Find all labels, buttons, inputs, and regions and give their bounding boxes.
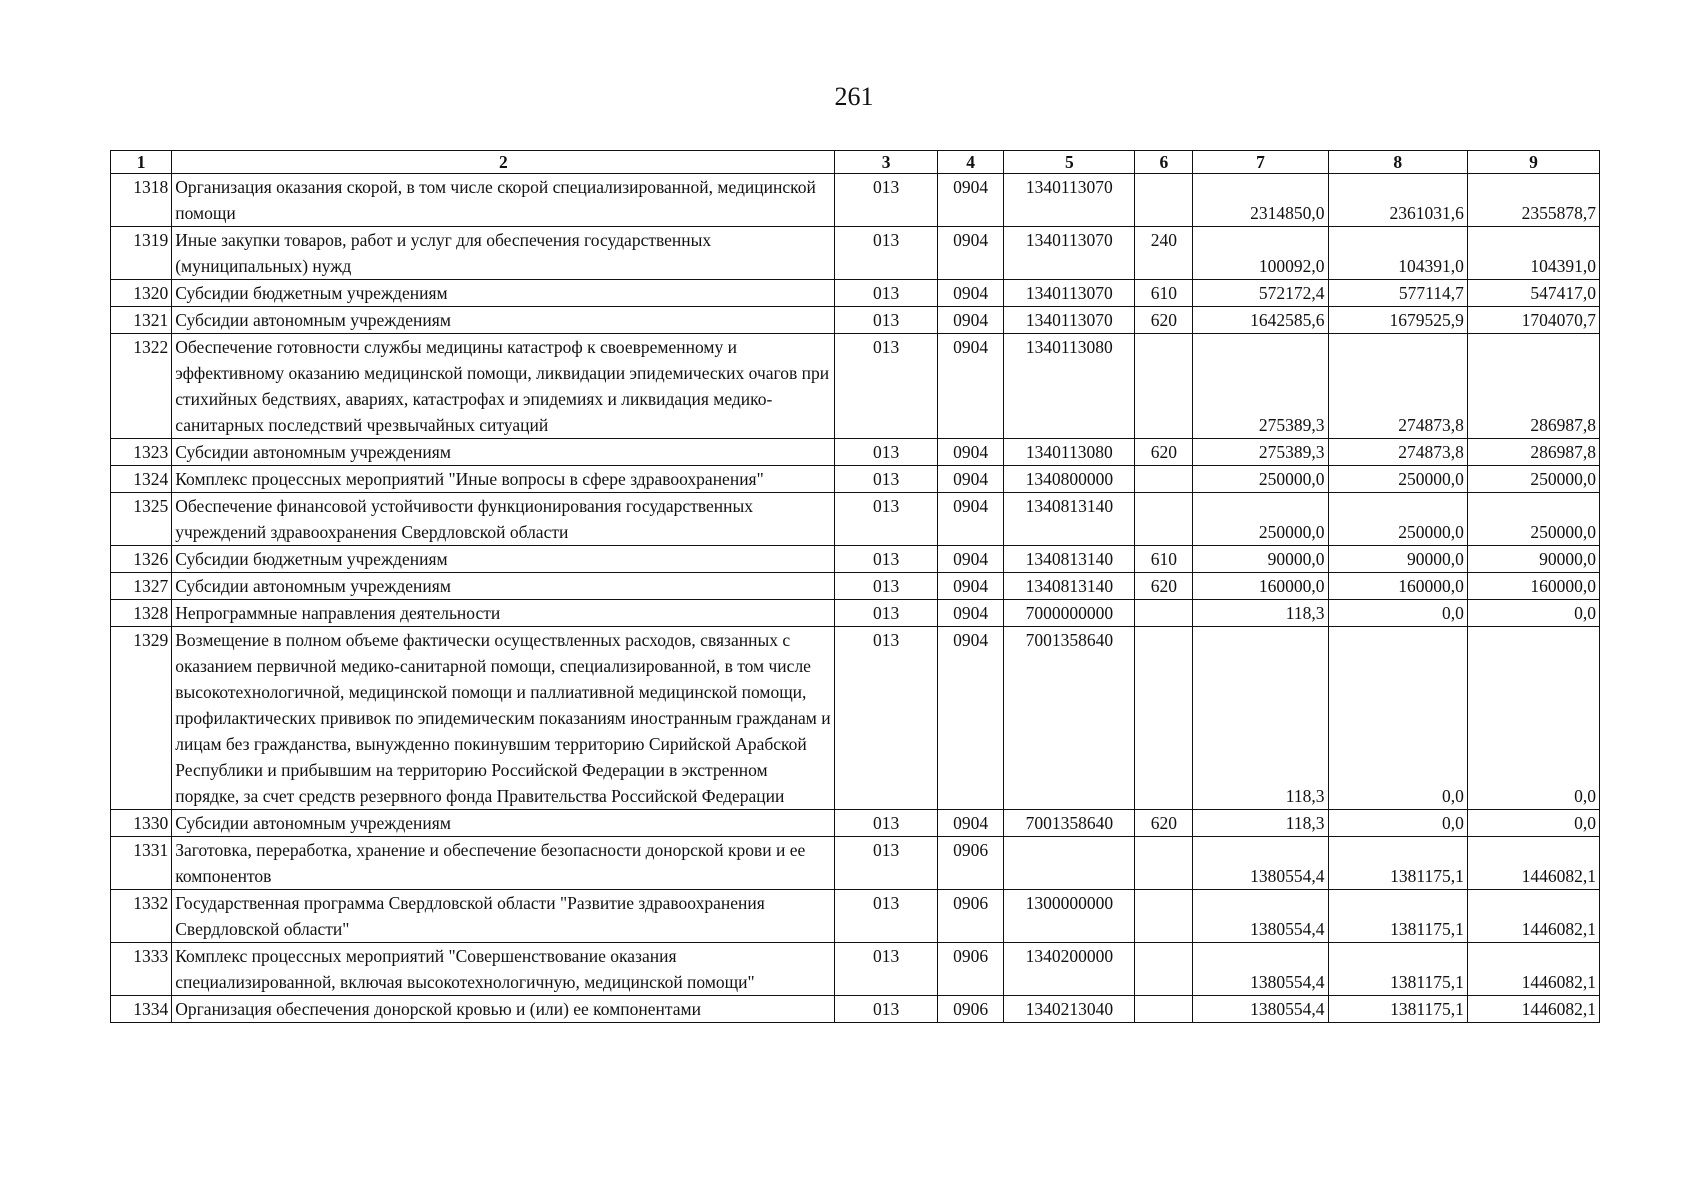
amount-col8: 274873,8 bbox=[1328, 439, 1467, 466]
row-number: 1332 bbox=[111, 890, 172, 943]
target-article-code: 1340200000 bbox=[1004, 943, 1135, 996]
target-article-code: 1340113080 bbox=[1004, 334, 1135, 439]
ministry-code: 013 bbox=[835, 493, 937, 546]
target-article-code: 1340813140 bbox=[1004, 493, 1135, 546]
ministry-code: 013 bbox=[835, 890, 937, 943]
amount-col8: 1381175,1 bbox=[1328, 943, 1467, 996]
amount-col7: 275389,3 bbox=[1193, 439, 1328, 466]
row-number: 1329 bbox=[111, 627, 172, 810]
column-header: 5 bbox=[1004, 151, 1135, 174]
amount-col7: 118,3 bbox=[1193, 810, 1328, 837]
row-number: 1328 bbox=[111, 600, 172, 627]
row-number: 1331 bbox=[111, 837, 172, 890]
target-article-code: 1340813140 bbox=[1004, 573, 1135, 600]
row-number: 1322 bbox=[111, 334, 172, 439]
row-description: Возмещение в полном объеме фактически осуществленных расходов, связанных с оказанием первичной медико-санитарной помощи, специализированной, в том числе высокотехнологичной, медицинской помощи и паллиативной медицинской помощи, профилактических прививок по эпидемическим показаниям иностранным гражданам и лицам без гражданства, вынужденно покинувшим территорию Сирийской Арабской Республики и прибывшим на территорию Российской Федерации в экстренном порядке, за счет средств резервного фонда Правительства Российской Федерации bbox=[172, 627, 835, 810]
row-description: Государственная программа Свердловской области "Развитие здравоохранения Свердловской области" bbox=[172, 890, 835, 943]
amount-col9: 547417,0 bbox=[1467, 280, 1599, 307]
section-code: 0904 bbox=[937, 600, 1004, 627]
amount-col8: 577114,7 bbox=[1328, 280, 1467, 307]
amount-col7: 118,3 bbox=[1193, 627, 1328, 810]
amount-col8: 2361031,6 bbox=[1328, 174, 1467, 227]
row-description: Комплекс процессных мероприятий "Совершенствование оказания специализированной, включая высокотехнологичную, медицинской помощи" bbox=[172, 943, 835, 996]
expense-type-code bbox=[1135, 943, 1193, 996]
amount-col7: 118,3 bbox=[1193, 600, 1328, 627]
table-row bbox=[111, 573, 1600, 600]
table-row bbox=[111, 627, 1600, 810]
expense-type-code bbox=[1135, 996, 1193, 1023]
row-description: Субсидии бюджетным учреждениям bbox=[172, 546, 835, 573]
section-code: 0906 bbox=[937, 890, 1004, 943]
amount-col7: 90000,0 bbox=[1193, 546, 1328, 573]
row-number: 1320 bbox=[111, 280, 172, 307]
column-header: 4 bbox=[937, 151, 1004, 174]
expense-type-code: 240 bbox=[1135, 227, 1193, 280]
expense-type-code: 620 bbox=[1135, 439, 1193, 466]
row-number: 1319 bbox=[111, 227, 172, 280]
amount-col9: 250000,0 bbox=[1467, 493, 1599, 546]
amount-col8: 160000,0 bbox=[1328, 573, 1467, 600]
table-row bbox=[111, 307, 1600, 334]
target-article-code: 1340800000 bbox=[1004, 466, 1135, 493]
amount-col9: 1446082,1 bbox=[1467, 943, 1599, 996]
header-row bbox=[111, 151, 1600, 174]
column-header: 8 bbox=[1328, 151, 1467, 174]
target-article-code: 1340113080 bbox=[1004, 439, 1135, 466]
section-code: 0904 bbox=[937, 280, 1004, 307]
row-description: Непрограммные направления деятельности bbox=[172, 600, 835, 627]
expense-type-code: 620 bbox=[1135, 573, 1193, 600]
section-code: 0906 bbox=[937, 996, 1004, 1023]
row-number: 1326 bbox=[111, 546, 172, 573]
row-description: Субсидии автономным учреждениям bbox=[172, 439, 835, 466]
amount-col7: 250000,0 bbox=[1193, 466, 1328, 493]
section-code: 0904 bbox=[937, 227, 1004, 280]
amount-col7: 1380554,4 bbox=[1193, 996, 1328, 1023]
section-code: 0904 bbox=[937, 546, 1004, 573]
section-code: 0904 bbox=[937, 174, 1004, 227]
ministry-code: 013 bbox=[835, 546, 937, 573]
amount-col9: 286987,8 bbox=[1467, 334, 1599, 439]
column-header: 6 bbox=[1135, 151, 1193, 174]
target-article-code: 7000000000 bbox=[1004, 600, 1135, 627]
row-number: 1324 bbox=[111, 466, 172, 493]
section-code: 0904 bbox=[937, 466, 1004, 493]
target-article-code: 1340113070 bbox=[1004, 174, 1135, 227]
section-code: 0904 bbox=[937, 627, 1004, 810]
target-article-code: 1340113070 bbox=[1004, 307, 1135, 334]
row-number: 1318 bbox=[111, 174, 172, 227]
row-number: 1327 bbox=[111, 573, 172, 600]
column-header: 9 bbox=[1467, 151, 1599, 174]
target-article-code bbox=[1004, 837, 1135, 890]
table-row bbox=[111, 546, 1600, 573]
column-header: 2 bbox=[172, 151, 835, 174]
amount-col8: 1381175,1 bbox=[1328, 890, 1467, 943]
amount-col7: 275389,3 bbox=[1193, 334, 1328, 439]
expense-type-code bbox=[1135, 600, 1193, 627]
expense-type-code: 610 bbox=[1135, 546, 1193, 573]
row-number: 1323 bbox=[111, 439, 172, 466]
ministry-code: 013 bbox=[835, 573, 937, 600]
expense-type-code bbox=[1135, 837, 1193, 890]
section-code: 0904 bbox=[937, 810, 1004, 837]
amount-col9: 90000,0 bbox=[1467, 546, 1599, 573]
ministry-code: 013 bbox=[835, 627, 937, 810]
row-description: Субсидии бюджетным учреждениям bbox=[172, 280, 835, 307]
amount-col9: 0,0 bbox=[1467, 810, 1599, 837]
ministry-code: 013 bbox=[835, 227, 937, 280]
target-article-code: 1340113070 bbox=[1004, 227, 1135, 280]
amount-col9: 2355878,7 bbox=[1467, 174, 1599, 227]
amount-col9: 1446082,1 bbox=[1467, 996, 1599, 1023]
amount-col7: 2314850,0 bbox=[1193, 174, 1328, 227]
target-article-code: 1340213040 bbox=[1004, 996, 1135, 1023]
amount-col8: 0,0 bbox=[1328, 600, 1467, 627]
section-code: 0906 bbox=[937, 837, 1004, 890]
ministry-code: 013 bbox=[835, 600, 937, 627]
row-number: 1334 bbox=[111, 996, 172, 1023]
amount-col8: 0,0 bbox=[1328, 810, 1467, 837]
amount-col9: 0,0 bbox=[1467, 627, 1599, 810]
ministry-code: 013 bbox=[835, 810, 937, 837]
expense-type-code: 610 bbox=[1135, 280, 1193, 307]
section-code: 0904 bbox=[937, 493, 1004, 546]
table-row bbox=[111, 810, 1600, 837]
amount-col9: 1704070,7 bbox=[1467, 307, 1599, 334]
table-row bbox=[111, 466, 1600, 493]
expense-type-code bbox=[1135, 493, 1193, 546]
column-header: 7 bbox=[1193, 151, 1328, 174]
ministry-code: 013 bbox=[835, 307, 937, 334]
ministry-code: 013 bbox=[835, 943, 937, 996]
amount-col9: 104391,0 bbox=[1467, 227, 1599, 280]
amount-col9: 250000,0 bbox=[1467, 466, 1599, 493]
table-row bbox=[111, 943, 1600, 996]
amount-col8: 250000,0 bbox=[1328, 466, 1467, 493]
table-row bbox=[111, 439, 1600, 466]
expense-type-code bbox=[1135, 334, 1193, 439]
amount-col7: 572172,4 bbox=[1193, 280, 1328, 307]
table-row bbox=[111, 996, 1600, 1023]
expense-type-code bbox=[1135, 466, 1193, 493]
table-row bbox=[111, 174, 1600, 227]
amount-col8: 274873,8 bbox=[1328, 334, 1467, 439]
amount-col7: 1380554,4 bbox=[1193, 890, 1328, 943]
ministry-code: 013 bbox=[835, 280, 937, 307]
table-row bbox=[111, 280, 1600, 307]
row-description: Заготовка, переработка, хранение и обеспечение безопасности донорской крови и ее компонентов bbox=[172, 837, 835, 890]
budget-table bbox=[110, 150, 1600, 1023]
amount-col7: 1380554,4 bbox=[1193, 943, 1328, 996]
table-row bbox=[111, 227, 1600, 280]
amount-col7: 250000,0 bbox=[1193, 493, 1328, 546]
section-code: 0904 bbox=[937, 439, 1004, 466]
ministry-code: 013 bbox=[835, 996, 937, 1023]
row-number: 1325 bbox=[111, 493, 172, 546]
amount-col8: 90000,0 bbox=[1328, 546, 1467, 573]
table-row bbox=[111, 493, 1600, 546]
row-description: Комплекс процессных мероприятий "Иные вопросы в сфере здравоохранения" bbox=[172, 466, 835, 493]
row-description: Организация обеспечения донорской кровью и (или) ее компонентами bbox=[172, 996, 835, 1023]
column-header: 1 bbox=[111, 151, 172, 174]
amount-col8: 104391,0 bbox=[1328, 227, 1467, 280]
row-number: 1330 bbox=[111, 810, 172, 837]
expense-type-code bbox=[1135, 627, 1193, 810]
table-row bbox=[111, 837, 1600, 890]
expense-type-code: 620 bbox=[1135, 810, 1193, 837]
expense-type-code bbox=[1135, 174, 1193, 227]
ministry-code: 013 bbox=[835, 439, 937, 466]
amount-col9: 1446082,1 bbox=[1467, 890, 1599, 943]
expense-type-code: 620 bbox=[1135, 307, 1193, 334]
amount-col7: 1380554,4 bbox=[1193, 837, 1328, 890]
column-header: 3 bbox=[835, 151, 937, 174]
target-article-code: 1300000000 bbox=[1004, 890, 1135, 943]
ministry-code: 013 bbox=[835, 466, 937, 493]
amount-col9: 1446082,1 bbox=[1467, 837, 1599, 890]
page-number: 261 bbox=[834, 82, 874, 111]
amount-col8: 250000,0 bbox=[1328, 493, 1467, 546]
section-code: 0904 bbox=[937, 307, 1004, 334]
row-number: 1333 bbox=[111, 943, 172, 996]
target-article-code: 7001358640 bbox=[1004, 810, 1135, 837]
section-code: 0904 bbox=[937, 334, 1004, 439]
target-article-code: 1340813140 bbox=[1004, 546, 1135, 573]
row-description: Организация оказания скорой, в том числе скорой специализированной, медицинской помощи bbox=[172, 174, 835, 227]
amount-col8: 1381175,1 bbox=[1328, 837, 1467, 890]
row-description: Обеспечение готовности службы медицины катастроф к своевременному и эффективному оказанию медицинской помощи, ликвидации эпидемических очагов при стихийных бедствиях, авариях, катастрофах и эпидемиях и ликвидация медико-санитарных последствий чрезвычайных ситуаций bbox=[172, 334, 835, 439]
row-description: Иные закупки товаров, работ и услуг для обеспечения государственных (муниципальных) нужд bbox=[172, 227, 835, 280]
ministry-code: 013 bbox=[835, 837, 937, 890]
section-code: 0906 bbox=[937, 943, 1004, 996]
row-description: Субсидии автономным учреждениям bbox=[172, 573, 835, 600]
row-description: Субсидии автономным учреждениям bbox=[172, 810, 835, 837]
amount-col7: 160000,0 bbox=[1193, 573, 1328, 600]
ministry-code: 013 bbox=[835, 174, 937, 227]
target-article-code: 7001358640 bbox=[1004, 627, 1135, 810]
amount-col8: 1679525,9 bbox=[1328, 307, 1467, 334]
amount-col7: 100092,0 bbox=[1193, 227, 1328, 280]
table-row bbox=[111, 334, 1600, 439]
ministry-code: 013 bbox=[835, 334, 937, 439]
expense-type-code bbox=[1135, 890, 1193, 943]
table-row bbox=[111, 890, 1600, 943]
target-article-code: 1340113070 bbox=[1004, 280, 1135, 307]
amount-col7: 1642585,6 bbox=[1193, 307, 1328, 334]
row-description: Обеспечение финансовой устойчивости функционирования государственных учреждений здравоохранения Свердловской области bbox=[172, 493, 835, 546]
row-number: 1321 bbox=[111, 307, 172, 334]
section-code: 0904 bbox=[937, 573, 1004, 600]
row-description: Субсидии автономным учреждениям bbox=[172, 307, 835, 334]
amount-col8: 0,0 bbox=[1328, 627, 1467, 810]
amount-col9: 160000,0 bbox=[1467, 573, 1599, 600]
amount-col9: 0,0 bbox=[1467, 600, 1599, 627]
amount-col8: 1381175,1 bbox=[1328, 996, 1467, 1023]
amount-col9: 286987,8 bbox=[1467, 439, 1599, 466]
table-row bbox=[111, 600, 1600, 627]
